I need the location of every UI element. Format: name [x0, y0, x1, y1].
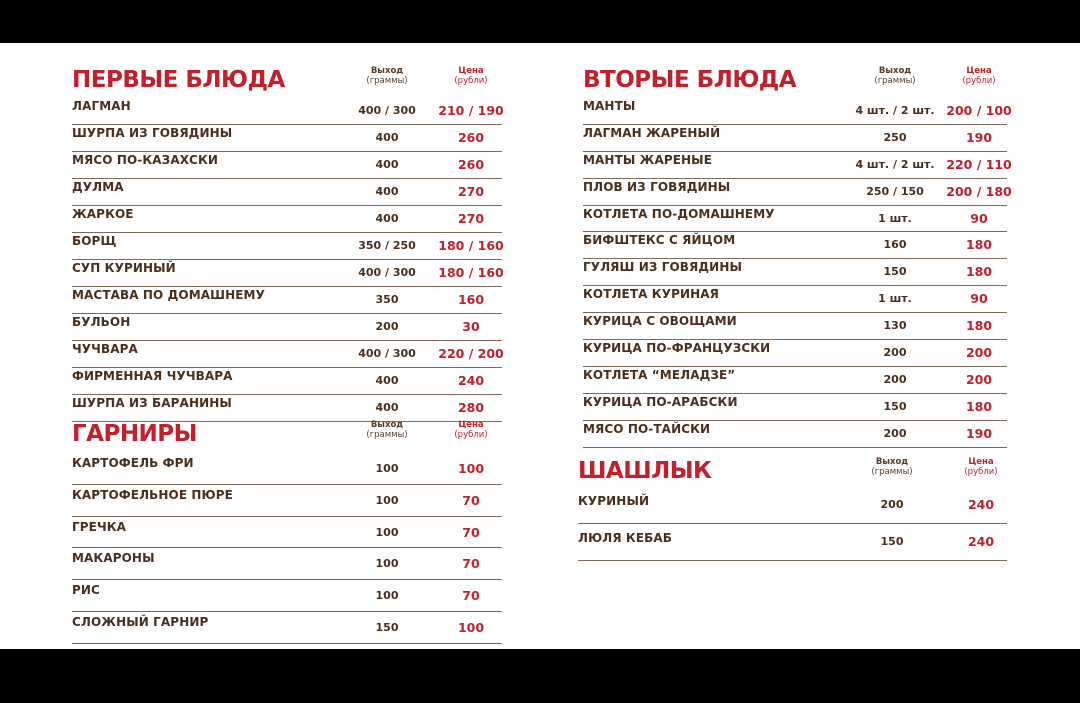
menu-item	[72, 125, 502, 152]
menu-item-name: КОТЛЕТА “МЕЛАДЗЕ”	[583, 367, 736, 382]
menu-item-price: 70	[462, 588, 480, 604]
section-header	[583, 60, 1007, 100]
menu-item-price: 180	[965, 398, 993, 414]
menu-item-price: 190	[965, 425, 993, 441]
menu-item	[583, 206, 1007, 233]
menu-item-name: МАКАРОНЫ	[72, 551, 155, 566]
menu-item-price: 30	[462, 319, 480, 334]
menu-item-weight: 1 шт.	[878, 211, 912, 225]
menu-item-price: 270	[457, 184, 485, 199]
menu-item-weight: 400 / 300	[358, 266, 416, 279]
menu-item	[583, 152, 1012, 179]
section-first-courses	[72, 60, 504, 415]
section-title: ШАШЛЫК	[578, 458, 712, 484]
menu-item-price: 160	[457, 292, 485, 307]
price-column-label: Цена	[968, 457, 994, 467]
menu-item-price: 70	[462, 492, 480, 508]
menu-item-name: БУЛЬОН	[72, 315, 131, 329]
menu-list	[72, 98, 502, 422]
menu-item-weight: 4 шт. / 2 шт.	[855, 104, 935, 117]
menu-item-name: ГРЕЧКА	[72, 519, 127, 534]
menu-item-weight: 250 / 150	[866, 184, 924, 198]
menu-item-weight: 100	[375, 493, 399, 507]
menu-item-name: ЛАГМАН ЖАРЕНЫЙ	[583, 125, 721, 140]
price-column-unit: (рубли)	[962, 76, 996, 86]
menu-item-weight: 100	[375, 525, 399, 539]
menu-item-weight: 250	[883, 130, 907, 144]
menu-item-price: 100	[457, 619, 485, 635]
menu-item	[583, 232, 1007, 259]
menu-item-name: ПЛОВ ИЗ ГОВЯДИНЫ	[583, 179, 731, 194]
menu-item	[72, 233, 502, 260]
section-garnish	[72, 414, 502, 635]
menu-item	[583, 367, 1007, 394]
menu-item	[583, 125, 1007, 152]
weight-column-unit: (граммы)	[366, 76, 408, 86]
price-column-unit: (рубли)	[964, 467, 998, 477]
menu-item-price: 70	[462, 556, 480, 572]
menu-item-price: 260	[457, 157, 485, 172]
menu-item	[72, 179, 502, 206]
menu-item-weight: 400	[375, 401, 399, 414]
menu-item	[583, 179, 1012, 206]
menu-item-name: КАРТОФЕЛЬ ФРИ	[72, 456, 194, 470]
menu-item-price: 180 / 160	[438, 238, 504, 253]
menu-item-name: МАСТАВА ПО ДОМАШНЕМУ	[72, 288, 265, 302]
menu-item-name: КУРИЦА С ОВОЩАМИ	[583, 314, 737, 329]
menu-item-price: 90	[970, 210, 988, 226]
price-column-header	[941, 457, 1021, 477]
menu-list	[578, 487, 1007, 561]
menu-item-price: 220 / 200	[438, 346, 504, 361]
menu-item-weight: 150	[883, 399, 907, 413]
menu-item	[72, 453, 502, 485]
menu-item-name: ДУЛМА	[72, 180, 124, 194]
menu-item-weight: 150	[375, 620, 399, 634]
menu-item-name: КУРИЦА ПО-АРАБСКИ	[583, 394, 738, 409]
menu-item-price: 200 / 180	[946, 183, 1012, 199]
menu-item-weight: 200	[883, 372, 907, 386]
menu-item-name: КОТЛЕТА ПО-ДОМАШНЕМУ	[583, 206, 775, 221]
menu-list	[72, 453, 502, 644]
price-column-label: Цена	[966, 66, 992, 76]
menu-item	[583, 98, 1012, 125]
weight-column-label: Выход	[875, 457, 909, 467]
menu-page	[0, 43, 1080, 649]
menu-item-weight: 150	[883, 265, 907, 279]
menu-item-price: 180	[965, 264, 993, 280]
menu-item-name: ШУРПА ИЗ БАРАНИНЫ	[72, 396, 232, 410]
menu-item-weight: 200	[883, 426, 907, 440]
weight-column-header	[347, 420, 427, 440]
menu-item	[72, 152, 502, 179]
menu-item-price: 280	[457, 400, 485, 415]
menu-item-price: 270	[457, 211, 485, 226]
menu-item-weight: 400 / 300	[358, 104, 416, 117]
menu-item-weight: 400	[375, 212, 399, 225]
menu-item	[578, 487, 1007, 524]
menu-item	[72, 260, 502, 287]
menu-item-price: 90	[970, 291, 988, 307]
menu-item-weight: 200	[375, 320, 399, 333]
weight-column-label: Выход	[370, 66, 404, 76]
menu-item	[583, 421, 1007, 448]
menu-item-weight: 350 / 250	[358, 239, 416, 252]
price-column-header	[432, 420, 510, 440]
menu-item-price: 70	[462, 524, 480, 540]
weight-column-header	[347, 66, 427, 86]
weight-column-header	[855, 66, 935, 86]
menu-item-price: 180	[965, 318, 993, 334]
price-column-header	[432, 66, 510, 86]
menu-item-price: 200	[965, 371, 993, 387]
price-column-unit: (рубли)	[454, 76, 488, 86]
menu-item-name: КОТЛЕТА КУРИНАЯ	[583, 287, 719, 302]
price-column-label: Цена	[458, 66, 484, 76]
menu-item	[578, 524, 1007, 561]
weight-column-label: Выход	[878, 66, 912, 76]
menu-item-weight: 150	[880, 535, 904, 548]
weight-column-unit: (граммы)	[871, 467, 913, 477]
section-header	[578, 451, 1007, 491]
menu-item-name: СУП КУРИНЫЙ	[72, 261, 176, 275]
menu-item	[583, 340, 1007, 367]
section-second-courses	[583, 60, 1012, 441]
menu-item-price: 200	[965, 345, 993, 361]
menu-list	[583, 98, 1012, 448]
menu-item-weight: 200	[880, 498, 904, 511]
menu-item-price: 180	[965, 237, 993, 253]
menu-item	[72, 517, 502, 549]
section-title: ВТОРЫЕ БЛЮДА	[583, 67, 797, 93]
menu-item-name: ЛЮЛЯ КЕБАБ	[578, 531, 673, 545]
weight-column-label: Выход	[370, 420, 404, 430]
menu-item-weight: 400	[375, 185, 399, 198]
menu-item-price: 100	[457, 461, 485, 476]
menu-item-weight: 1 шт.	[878, 292, 912, 306]
menu-item	[72, 287, 502, 314]
menu-item	[72, 548, 502, 580]
menu-item-name: МЯСО ПО-ТАЙСКИ	[583, 421, 711, 436]
menu-item-name: МАНТЫ ЖАРЕНЫЕ	[583, 152, 713, 167]
menu-item-weight: 4 шт. / 2 шт.	[855, 157, 935, 171]
section-header	[72, 60, 502, 100]
menu-item	[72, 314, 502, 341]
price-column-label: Цена	[458, 420, 484, 430]
menu-item-weight: 200	[883, 346, 907, 360]
menu-item-name: БИФШТЕКС С ЯЙЦОМ	[583, 233, 736, 248]
section-title: ГАРНИРЫ	[72, 421, 197, 447]
menu-item-price: 210 / 190	[438, 103, 504, 118]
menu-item-name: КУРИНЫЙ	[578, 494, 650, 508]
menu-item	[583, 259, 1007, 286]
menu-item-weight: 400	[375, 374, 399, 387]
menu-item-name: РИС	[72, 583, 100, 598]
menu-item-name: ЖАРКОЕ	[72, 207, 134, 221]
weight-column-header	[852, 457, 932, 477]
menu-item-price: 180 / 160	[438, 265, 504, 280]
menu-item-name: БОРЩ	[72, 234, 117, 248]
menu-item-weight: 130	[883, 319, 907, 333]
menu-item	[583, 286, 1007, 313]
menu-item-name: СЛОЖНЫЙ ГАРНИР	[72, 614, 209, 629]
menu-item-price: 190	[965, 129, 993, 145]
menu-item-name: КУРИЦА ПО-ФРАНЦУЗСКИ	[583, 341, 771, 356]
menu-item-name: ЛАГМАН	[72, 99, 131, 113]
menu-item	[72, 612, 502, 644]
weight-column-unit: (граммы)	[366, 430, 408, 440]
price-column-unit: (рубли)	[454, 430, 488, 440]
menu-item	[72, 485, 502, 517]
menu-item	[72, 206, 502, 233]
section-header	[72, 414, 502, 454]
menu-item-weight: 160	[883, 238, 907, 252]
menu-item-price: 240	[967, 534, 995, 549]
menu-item-name: ФИРМЕННАЯ ЧУЧВАРА	[72, 369, 233, 383]
section-title: ПЕРВЫЕ БЛЮДА	[72, 67, 285, 93]
menu-item-name: ГУЛЯШ ИЗ ГОВЯДИНЫ	[583, 260, 742, 275]
menu-item-weight: 100	[375, 462, 399, 475]
weight-column-unit: (граммы)	[874, 76, 916, 86]
menu-item	[72, 368, 502, 395]
menu-item	[583, 313, 1007, 340]
menu-item	[72, 98, 502, 125]
menu-item-name: ШУРПА ИЗ ГОВЯДИНЫ	[72, 126, 233, 140]
menu-item-name: КАРТОФЕЛЬНОЕ ПЮРЕ	[72, 487, 233, 502]
price-column-header	[939, 66, 1019, 86]
menu-item-name: ЧУЧВАРА	[72, 342, 138, 356]
menu-item-weight: 400 / 300	[358, 347, 416, 360]
menu-item	[72, 580, 502, 612]
menu-item-price: 260	[457, 130, 485, 145]
section-shashlik	[578, 451, 1007, 549]
menu-item-price: 200 / 100	[946, 103, 1012, 118]
menu-item-price: 240	[967, 497, 995, 512]
menu-item-price: 240	[457, 373, 485, 388]
menu-item-weight: 100	[375, 557, 399, 571]
menu-item	[583, 394, 1007, 421]
menu-item-price: 220 / 110	[946, 156, 1012, 172]
menu-item	[72, 341, 502, 368]
menu-item-weight: 400	[375, 131, 399, 144]
menu-item-weight: 100	[375, 589, 399, 603]
menu-item-name: МЯСО ПО-КАЗАХСКИ	[72, 153, 219, 167]
menu-item-weight: 400	[375, 158, 399, 171]
menu-item-name: МАНТЫ	[583, 99, 636, 113]
menu-item-weight: 350	[375, 293, 399, 306]
